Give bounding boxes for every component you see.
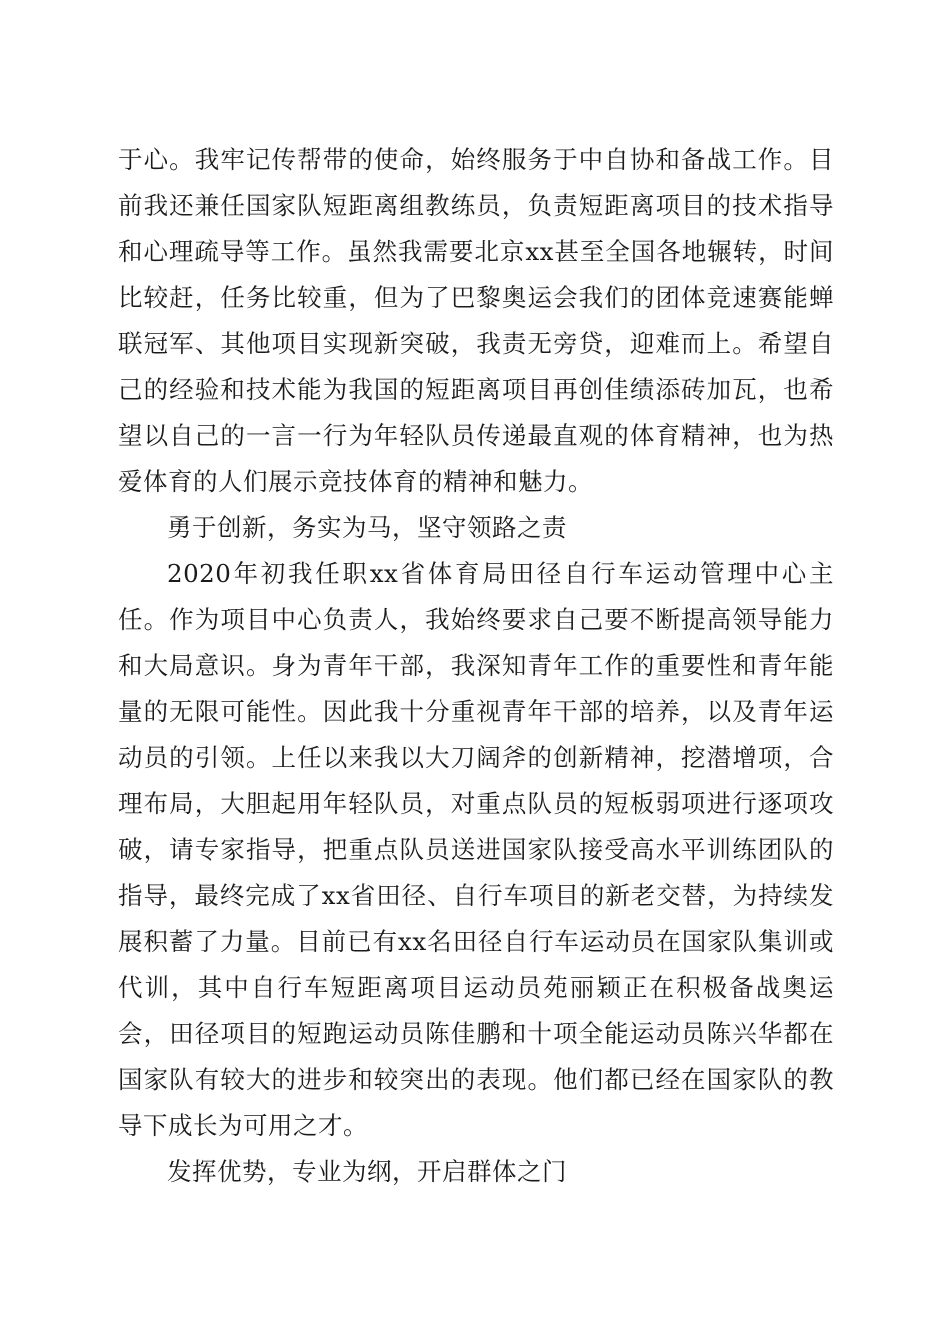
paragraph-1: 于心。我牢记传帮带的使命，始终服务于中自协和备战工作。目前我还兼任国家队短距离组教练员，负责短距离项目的技术指导和心理疏导等工作。虽然我需要北京xx甚至全国各地辗转，时间比较赶，任务比较重，但为了巴黎奥运会我们的团体竞速赛能蝉联冠军、其他项目实现新突破，我责无旁贷，迎难而上。希望自己的经验和技术能为我国的短距离项目再创佳绩添砖加瓦，也希望以自己的一言一行为年轻队员传递最直观的体育精神，也为热爱体育的人们展示竞技体育的精神和魅力。 [118,145,834,496]
document-body [118,137,834,1195]
paragraph-2: 2020年初我任职xx省体育局田径自行车运动管理中心主任。作为项目中心负责人，我始终要求自己要不断提高领导能力和大局意识。身为青年干部，我深知青年工作的重要性和青年能量的无限可能性。因此我十分重视青年干部的培养，以及青年运动员的引领。上任以来我以大刀阔斧的创新精神，挖潜增项，合理布局，大胆起用年轻队员，对重点队员的短板弱项进行逐项攻破，请专家指导，把重点队员送进国家队接受高水平训练团队的指导，最终完成了xx省田径、自行车项目的新老交替，为持续发展积蓄了力量。目前已有xx名田径自行车运动员在国家队集训或代训，其中自行车短距离项目运动员苑丽颖正在积极备战奥运会，田径项目的短跑运动员陈佳鹏和十项全能运动员陈兴华都在国家队有较大的进步和较突出的表现。他们都已经在国家队的教导下成长为可用之才。 [118,559,834,1140]
section-heading-2: 发挥优势，专业为纲，开启群体之门 [167,1157,567,1186]
section-heading-1: 勇于创新，务实为马，坚守领路之责 [167,513,567,542]
